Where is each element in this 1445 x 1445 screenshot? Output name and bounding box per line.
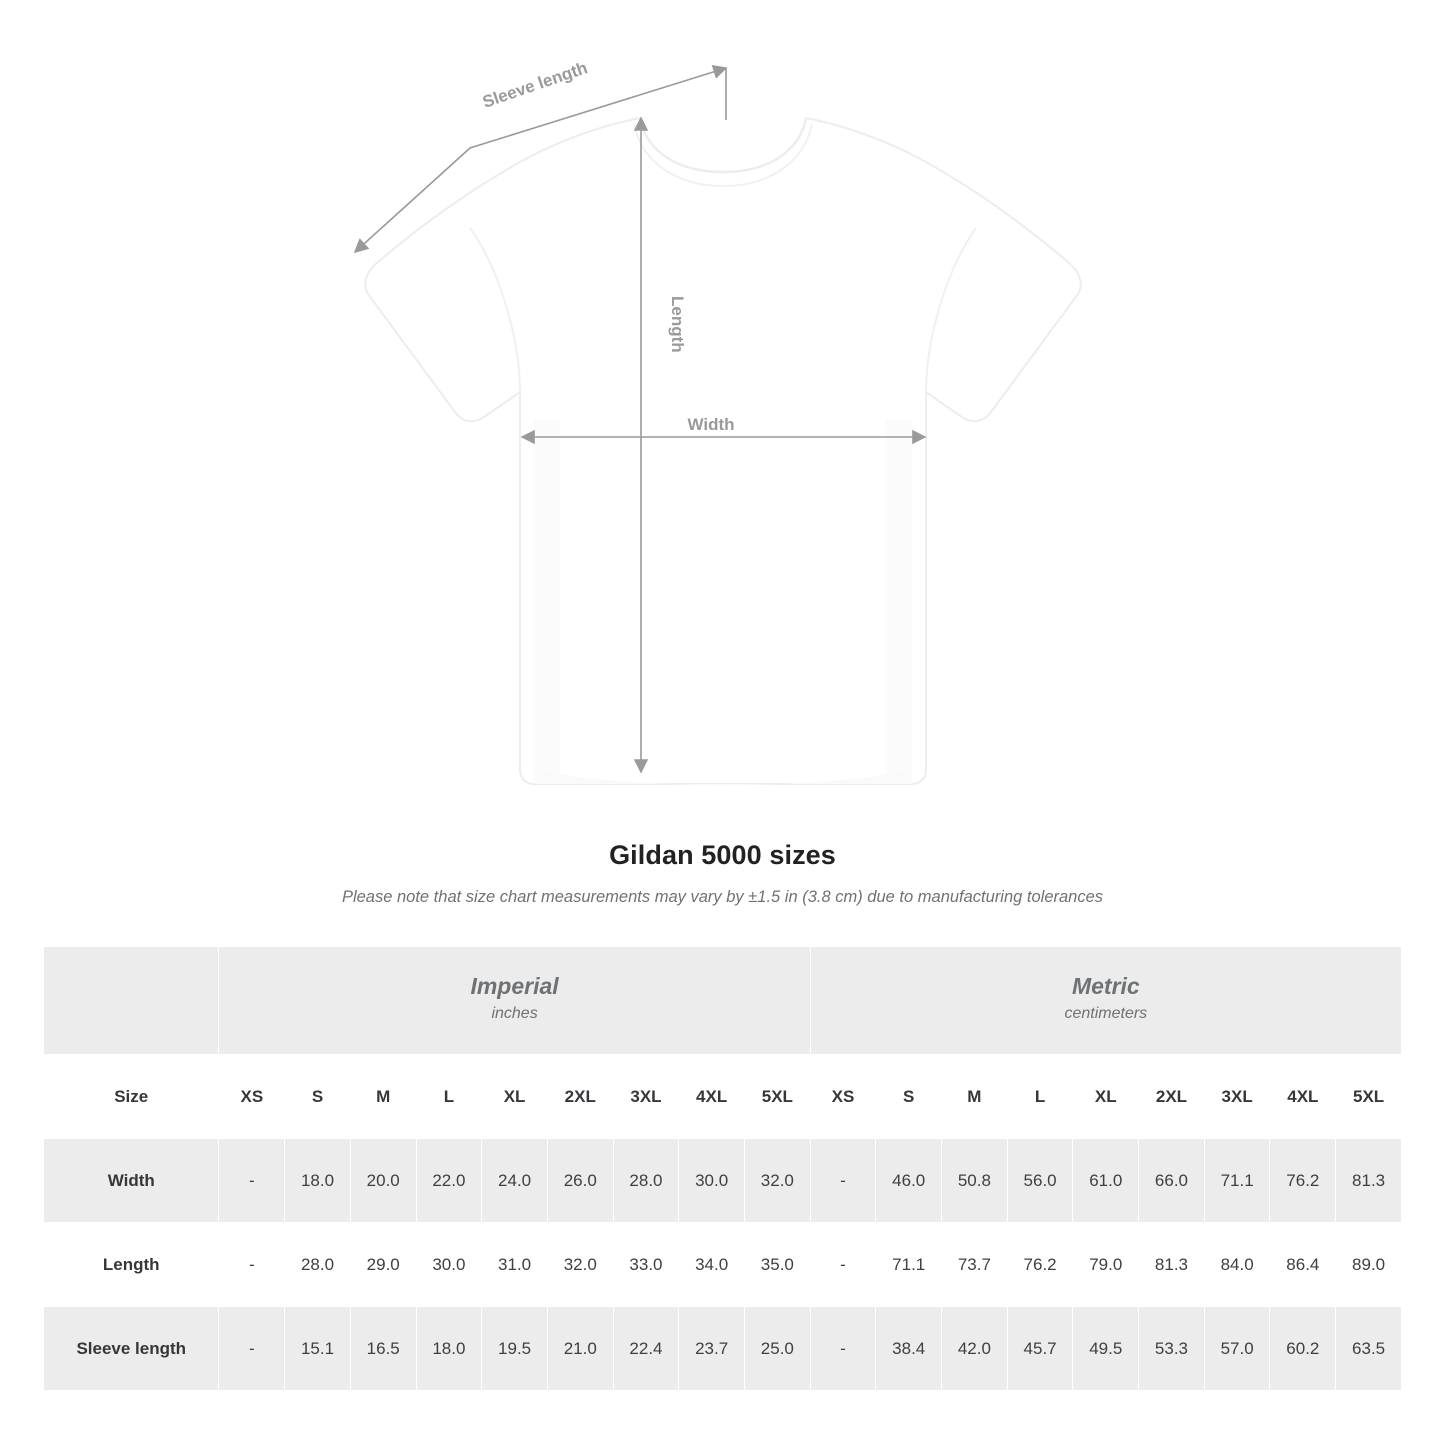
title-block <box>0 840 1445 907</box>
cell: 34.0 <box>679 1223 745 1307</box>
size-header-cell: 2XL <box>547 1055 613 1139</box>
cell: - <box>810 1139 876 1223</box>
size-header-cell: 3XL <box>613 1055 679 1139</box>
cell: 84.0 <box>1204 1223 1270 1307</box>
row-label-length: Length <box>44 1223 219 1307</box>
cell: 20.0 <box>350 1139 416 1223</box>
cell: - <box>219 1139 285 1223</box>
cell: 35.0 <box>744 1223 810 1307</box>
size-header-cell: XS <box>810 1055 876 1139</box>
cell: 45.7 <box>1007 1307 1073 1391</box>
width-label: Width <box>687 415 735 434</box>
cell: 26.0 <box>547 1139 613 1223</box>
cell: 57.0 <box>1204 1307 1270 1391</box>
size-header-cell: XL <box>482 1055 548 1139</box>
cell: 66.0 <box>1139 1139 1205 1223</box>
row-label-sleeve-length: Sleeve length <box>44 1307 219 1391</box>
cell: 81.3 <box>1139 1223 1205 1307</box>
size-header-cell: 4XL <box>1270 1055 1336 1139</box>
size-header-cell: S <box>285 1055 351 1139</box>
cell: 71.1 <box>1204 1139 1270 1223</box>
length-label: Length <box>668 296 687 353</box>
cell: 61.0 <box>1073 1139 1139 1223</box>
cell: 15.1 <box>285 1307 351 1391</box>
cell: - <box>810 1307 876 1391</box>
cell: - <box>219 1307 285 1391</box>
cell: 18.0 <box>285 1139 351 1223</box>
cell: 56.0 <box>1007 1139 1073 1223</box>
cell: 71.1 <box>876 1223 942 1307</box>
cell: - <box>219 1223 285 1307</box>
cell: 49.5 <box>1073 1307 1139 1391</box>
cell: 32.0 <box>547 1223 613 1307</box>
cell: 63.5 <box>1336 1307 1402 1391</box>
unit-header-spacer <box>44 947 219 1055</box>
cell: 22.0 <box>416 1139 482 1223</box>
size-header-cell: 2XL <box>1139 1055 1205 1139</box>
cell: - <box>810 1223 876 1307</box>
cell: 76.2 <box>1007 1223 1073 1307</box>
cell: 23.7 <box>679 1307 745 1391</box>
cell: 89.0 <box>1336 1223 1402 1307</box>
cell: 53.3 <box>1139 1307 1205 1391</box>
size-header-cell: 5XL <box>744 1055 810 1139</box>
cell: 42.0 <box>942 1307 1008 1391</box>
cell: 22.4 <box>613 1307 679 1391</box>
cell: 28.0 <box>613 1139 679 1223</box>
cell: 76.2 <box>1270 1139 1336 1223</box>
size-header-cell: 3XL <box>1204 1055 1270 1139</box>
table-row <box>44 1139 1402 1223</box>
size-header-row <box>44 1055 1402 1139</box>
size-header-cell: S <box>876 1055 942 1139</box>
size-header-cell: XL <box>1073 1055 1139 1139</box>
cell: 18.0 <box>416 1307 482 1391</box>
cell: 24.0 <box>482 1139 548 1223</box>
size-chart-table <box>43 946 1402 1391</box>
size-header-cell: L <box>416 1055 482 1139</box>
unit-group-metric-name: Metric <box>1071 972 1140 999</box>
size-header-label: Size <box>44 1055 219 1139</box>
unit-group-imperial-name: Imperial <box>470 972 559 999</box>
cell: 46.0 <box>876 1139 942 1223</box>
cell: 19.5 <box>482 1307 548 1391</box>
cell: 79.0 <box>1073 1223 1139 1307</box>
cell: 21.0 <box>547 1307 613 1391</box>
sleeve-length-label: Sleeve length <box>480 58 590 112</box>
size-table-container <box>43 946 1402 1391</box>
cell: 60.2 <box>1270 1307 1336 1391</box>
cell: 81.3 <box>1336 1139 1402 1223</box>
cell: 25.0 <box>744 1307 810 1391</box>
cell: 31.0 <box>482 1223 548 1307</box>
cell: 73.7 <box>942 1223 1008 1307</box>
size-header-cell: L <box>1007 1055 1073 1139</box>
unit-header-row <box>44 947 1402 1055</box>
cell: 32.0 <box>744 1139 810 1223</box>
cell: 30.0 <box>679 1139 745 1223</box>
cell: 38.4 <box>876 1307 942 1391</box>
size-header-cell: XS <box>219 1055 285 1139</box>
unit-group-imperial-sub: inches <box>491 1005 538 1023</box>
unit-group-imperial <box>219 947 810 1055</box>
size-header-cell: M <box>350 1055 416 1139</box>
tolerance-note: Please note that size chart measurements may vary by ±1.5 in (3.8 cm) due to manufacturing tolerances <box>341 888 1104 906</box>
unit-group-metric <box>810 947 1401 1055</box>
unit-group-metric-sub: centimeters <box>1064 1005 1148 1023</box>
row-label-width: Width <box>44 1139 219 1223</box>
cell: 50.8 <box>942 1139 1008 1223</box>
cell: 33.0 <box>613 1223 679 1307</box>
cell: 30.0 <box>416 1223 482 1307</box>
size-header-cell: 5XL <box>1336 1055 1402 1139</box>
tshirt-shape <box>365 118 1081 785</box>
cell: 16.5 <box>350 1307 416 1391</box>
size-header-cell: M <box>942 1055 1008 1139</box>
table-row <box>44 1223 1402 1307</box>
table-row <box>44 1307 1402 1391</box>
cell: 29.0 <box>350 1223 416 1307</box>
cell: 28.0 <box>285 1223 351 1307</box>
page-title: Gildan 5000 sizes <box>609 840 836 870</box>
cell: 86.4 <box>1270 1223 1336 1307</box>
size-header-cell: 4XL <box>679 1055 745 1139</box>
